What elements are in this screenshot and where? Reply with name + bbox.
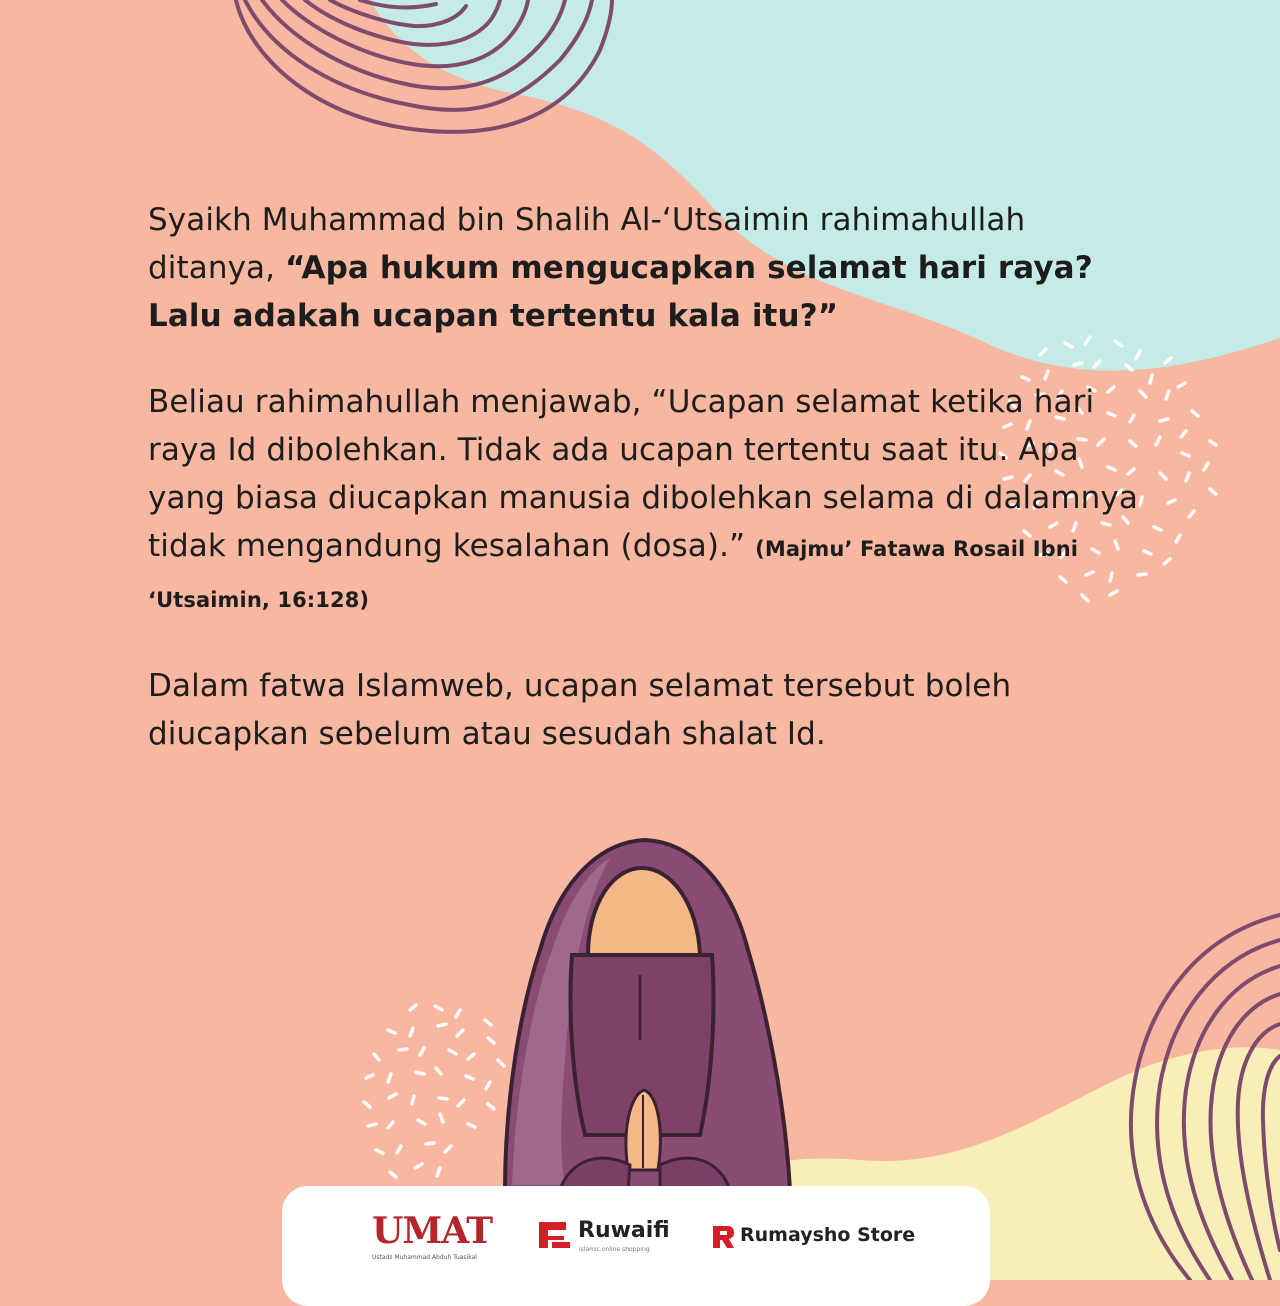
umat-logo [372,1210,492,1270]
ruwaifi-icon [536,1218,572,1252]
islamweb-text: Dalam fatwa Islamweb, ucapan selamat tersebut boleh diucapkan sebelum atau sesudah shalat Id. [148,668,1012,752]
question-bold: “Apa hukum mengucapkan selamat hari raya? Lalu adakah ucapan tertentu kala itu?” [148,250,1093,334]
umat-logo-text: UMAT [372,1210,492,1252]
answer-text: Beliau rahimahullah menjawab, “Ucapan selamat ketika hari raya Id dibolehkan. Tidak ada ucapan tertentu saat itu. Apa yang biasa diucapkan manusia dibolehkan selama di dalamnya tidak mengandung kesalahan (dosa).” [148,384,1138,564]
paragraph-islamweb [148,662,1158,758]
rumaysho-logo [710,1224,916,1256]
article-content [148,196,1158,796]
answer-reference: (Majmu’ Fatawa Rosail Ibni ‘Utsaimin, 16:128) [148,537,1079,612]
question-intro: Syaikh Muhammad bin Shalih Al-‘Utsaimin rahimahullah ditanya, [148,202,1026,286]
umat-logo-tagline: Ustadz Muhammad Abduh Tuasikal [372,1254,477,1261]
rumaysho-logo-text: Rumaysho Store [740,1224,916,1246]
ruwaifi-logo [536,1216,686,1256]
ruwaifi-logo-text: Ruwaifi [578,1218,670,1243]
rumaysho-icon [710,1224,736,1250]
paragraph-question [148,196,1158,340]
sponsor-footer [282,1186,990,1306]
ruwaifi-logo-tagline: islamic.online.shopping [579,1246,650,1253]
paragraph-answer [148,378,1158,624]
